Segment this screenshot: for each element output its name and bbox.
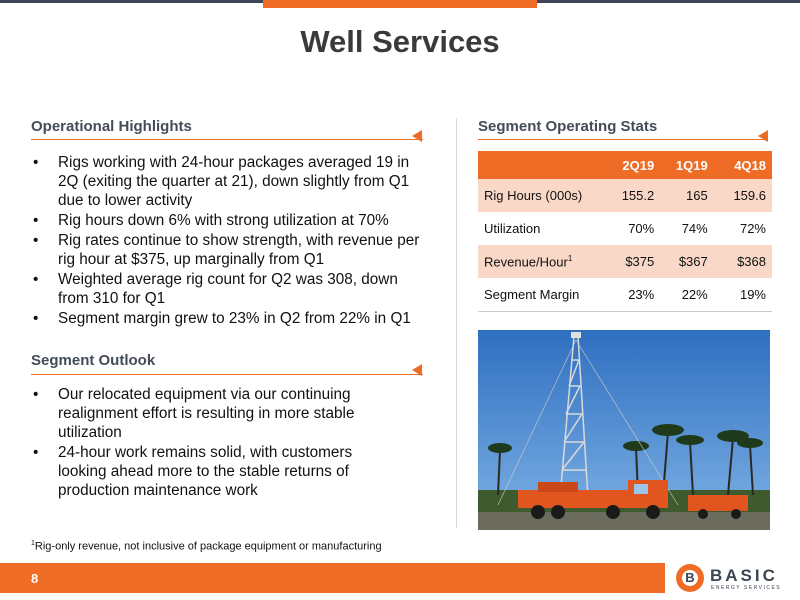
logo-wordmark: BASIC bbox=[710, 566, 778, 585]
table-row bbox=[478, 245, 772, 278]
highlights-underline bbox=[31, 139, 423, 140]
row-label: Utilization bbox=[478, 212, 602, 245]
table-cell: $367 bbox=[660, 245, 714, 278]
logo-mark-icon: B bbox=[676, 564, 704, 592]
table-cell: 19% bbox=[714, 278, 772, 312]
table-cell: 22% bbox=[660, 278, 714, 312]
stats-underline bbox=[478, 139, 768, 140]
table-cell: 72% bbox=[714, 212, 772, 245]
table-cell: 23% bbox=[602, 278, 660, 312]
table-cell: 155.2 bbox=[602, 179, 660, 212]
footer-bar bbox=[0, 563, 665, 593]
outlook-heading: Segment Outlook bbox=[31, 352, 156, 369]
table-cell: 159.6 bbox=[714, 179, 772, 212]
table-cell: $368 bbox=[714, 245, 772, 278]
highlight-item: • Weighted average rig count for Q2 was 308, down from 310 for Q1 bbox=[31, 270, 426, 308]
company-logo bbox=[676, 563, 794, 595]
highlight-item: • Rigs working with 24-hour packages averaged 19 in 2Q (exiting the quarter at 21), down slightly from Q1 due to lower activity bbox=[31, 153, 426, 210]
table-cell: 165 bbox=[660, 179, 714, 212]
stats-col-header: 4Q18 bbox=[714, 151, 772, 179]
outlook-list bbox=[31, 385, 366, 501]
stats-heading: Segment Operating Stats bbox=[478, 118, 658, 135]
page-title: Well Services bbox=[300, 24, 500, 59]
footnote-text: Rig-only revenue, not inclusive of package equipment or manufacturing bbox=[34, 540, 382, 553]
column-divider bbox=[456, 118, 457, 528]
outlook-arrow-icon bbox=[412, 364, 422, 376]
row-label: Rig Hours (000s) bbox=[478, 179, 602, 212]
table-cell: $375 bbox=[602, 245, 660, 278]
table-cell: 74% bbox=[660, 212, 714, 245]
stats-arrow-icon bbox=[758, 130, 768, 142]
stats-header-row bbox=[478, 151, 772, 179]
highlights-arrow-icon bbox=[412, 130, 422, 142]
table-cell: 70% bbox=[602, 212, 660, 245]
stats-col-header: 1Q19 bbox=[660, 151, 714, 179]
outlook-item: • Our relocated equipment via our continuing realignment effort is resulting in more stable utilization bbox=[31, 385, 366, 442]
rig-photo bbox=[478, 330, 770, 530]
highlights-heading: Operational Highlights bbox=[31, 118, 192, 135]
stats-table bbox=[478, 151, 772, 312]
table-row bbox=[478, 278, 772, 312]
stats-col-header bbox=[478, 151, 602, 179]
row-label-text: Revenue/Hour bbox=[484, 254, 568, 270]
table-row bbox=[478, 179, 772, 212]
outlook-item: • 24-hour work remains solid, with customers looking ahead more to the stable returns of production maintenance work bbox=[31, 443, 366, 500]
footnote-ref: 1 bbox=[567, 253, 573, 263]
highlight-item: • Rig rates continue to show strength, with revenue per rig hour at $375, up marginally from Q1 bbox=[31, 231, 426, 269]
highlight-item: • Segment margin grew to 23% in Q2 from 22% in Q1 bbox=[31, 309, 426, 328]
footnote-marker: 1 bbox=[31, 540, 35, 547]
footnote bbox=[31, 540, 382, 553]
logo-tagline: ENERGY SERVICES bbox=[711, 585, 782, 591]
top-accent-tab bbox=[263, 0, 537, 8]
row-label bbox=[478, 245, 602, 278]
outlook-underline bbox=[31, 374, 423, 375]
highlight-item: • Rig hours down 6% with strong utilization at 70% bbox=[31, 211, 426, 230]
stats-col-header: 2Q19 bbox=[602, 151, 660, 179]
highlights-list bbox=[31, 153, 426, 329]
page-number: 8 bbox=[31, 571, 39, 586]
table-row bbox=[478, 212, 772, 245]
row-label: Segment Margin bbox=[478, 278, 602, 312]
